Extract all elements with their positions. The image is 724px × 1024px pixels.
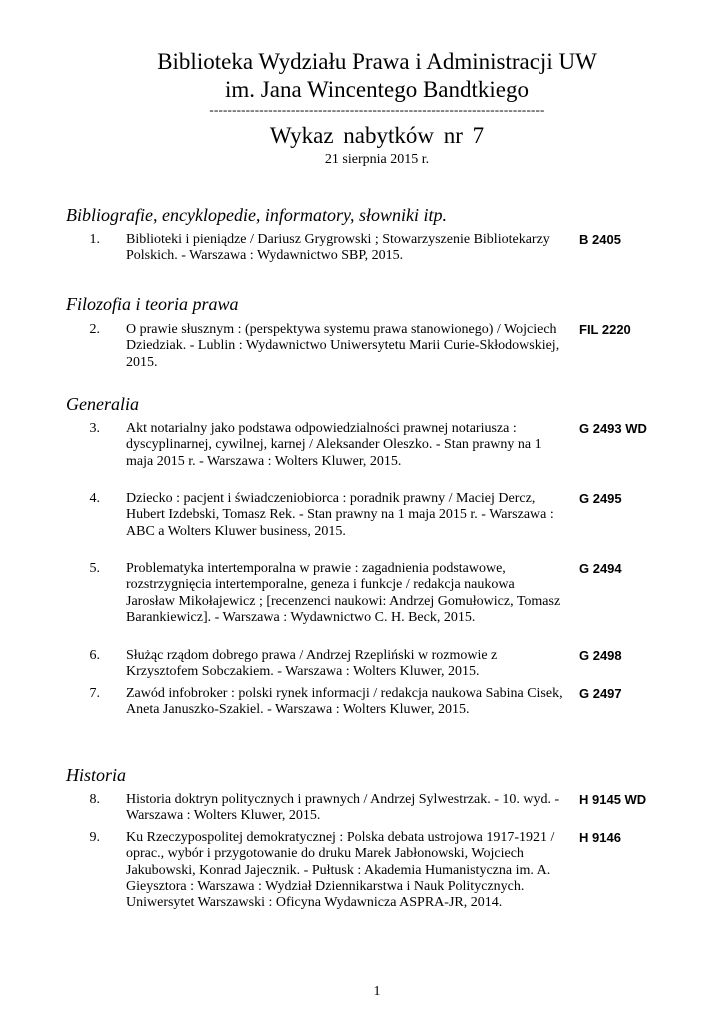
item-description: Ku Rzeczypospolitej demokratycznej : Polska debata ustrojowa 1917-1921 / oprac., wybór i przygotowanie do druku Marek Jabłonowski, Wojciech Jakubowski, Konrad Jajecznik. - Pułtusk : Akademia Humanistyczna im. A. Gieysztora : Warszawa : Wydział Dziennikarstwa i Nauk Politycznych. Uniwersytet Warszawski : Oficyna Wydawnicza ASPRA-JR, 2014.	[126, 830, 555, 911]
item-description: Historia doktryn politycznych i prawnych / Andrzej Sylwestrzak. - 10. wyd. - Warszawa : Wolters Kluwer, 2015.	[126, 792, 560, 824]
page-number: 1	[373, 984, 381, 999]
item-description: Problematyka intertemporalna w prawie : zagadnienia podstawowe, rozstrzygnięcia intertemporalne, geneza i funkcje / redakcja naukowa Jarosław Mikołajewicz ; [recenzenci naukowi: Andrzej Gomułowicz, Tomasz Barankiewicz]. - Warszawa : Wydawnictwo C. H. Beck, 2015.	[126, 561, 561, 625]
item-number: 7.	[89, 686, 100, 701]
item-signature: H 9146	[579, 830, 621, 845]
section-heading-bibliografie: Bibliografie, encyklopedie, informatory, słowniki itp.	[66, 205, 447, 225]
item-description: Akt notarialny jako podstawa odpowiedzialności prawnej notariusza : dyscyplinarnej, cywilnej, karnej / Aleksander Oleszko. - Stan prawny na 1 maja 2015 r. - Warszawa : Wolters Kluwer, 2015.	[126, 421, 542, 469]
item-signature: G 2493 WD	[579, 421, 647, 436]
item-number: 6.	[89, 648, 100, 663]
item-signature: B 2405	[579, 232, 621, 247]
item-signature: H 9145 WD	[579, 792, 647, 807]
section-heading-historia: Historia	[66, 765, 127, 785]
list-date: 21 sierpnia 2015 r.	[324, 152, 430, 167]
item-number: 8.	[89, 792, 100, 807]
item-number: 5.	[89, 561, 100, 576]
header-separator: --------------------------------------------------------------------------	[209, 102, 545, 117]
section-heading-generalia: Generalia	[66, 394, 139, 414]
section-heading-filozofia: Filozofia i teoria prawa	[66, 294, 239, 314]
item-description: Dziecko : pacjent i świadczeniobiorca : poradnik prawny / Maciej Dercz, Hubert Izdebski, Tomasz Rek. - Stan prawny na 1 maja 2015 r. - Warszawa : ABC a Wolters Kluwer business, 2015.	[126, 491, 554, 539]
list-title: Wykaz nabytków nr 7	[269, 123, 485, 148]
library-name: Biblioteka Wydziału Prawa i Administracji UW	[157, 49, 597, 74]
item-signature: G 2494	[579, 561, 622, 576]
library-patron: im. Jana Wincentego Bandtkiego	[225, 77, 529, 102]
item-signature: G 2497	[579, 686, 622, 701]
item-number: 3.	[89, 421, 100, 436]
item-description: O prawie słusznym : (perspektywa systemu prawa stanowionego) / Wojciech Dziedziak. - Lublin : Wydawnictwo Uniwersytetu Marii Curie-Skłodowskiej, 2015.	[126, 322, 560, 370]
item-signature: G 2498	[579, 648, 622, 663]
item-signature: G 2495	[579, 491, 622, 506]
item-signature: FIL 2220	[579, 322, 631, 337]
item-description: Biblioteki i pieniądze / Dariusz Grygrowski ; Stowarzyszenie Bibliotekarzy Polskich. - Warszawa : Wydawnictwo SBP, 2015.	[126, 232, 550, 264]
item-number: 2.	[89, 322, 100, 337]
item-number: 9.	[89, 830, 100, 845]
item-description: Służąc rządom dobrego prawa / Andrzej Rzepliński w rozmowie z Krzysztofem Sobczakiem. - Warszawa : Wolters Kluwer, 2015.	[126, 648, 498, 680]
item-description: Zawód infobroker : polski rynek informacji / redakcja naukowa Sabina Cisek, Aneta Januszko-Szakiel. - Warszawa : Wolters Kluwer, 2015.	[126, 686, 563, 718]
item-number: 1.	[89, 232, 100, 247]
item-number: 4.	[89, 491, 100, 506]
